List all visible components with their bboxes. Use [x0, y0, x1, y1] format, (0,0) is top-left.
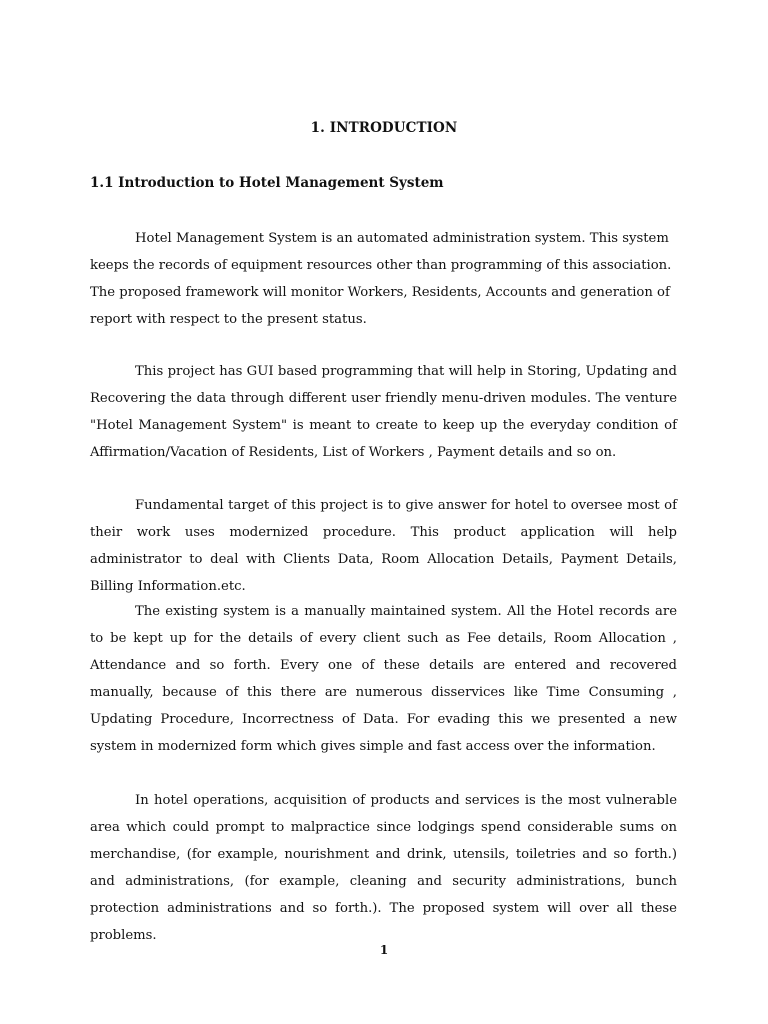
- paragraph-gui-modules: This project has GUI based programming that will help in Storing, Updating and Recovering the data through different user friendly menu-driven modules. The venture "Hotel Management System" is meant to create to keep up the everyday condition of Affirmation/Vacation of Residents, List of Workers , Payment details and so on.: [90, 364, 677, 460]
- page-number: 1: [379, 943, 389, 957]
- paragraph-existing-system: The existing system is a manually maintained system. All the Hotel records are to be kept up for the details of every client such as Fee details, Room Allocation , Attendance and so forth. Every one of these details are entered and recovered manually, because of this there are numerous disservices like Time Consuming , Updating Procedure, Incorrectness of Data. For evading this we presented a new system in modernized form which gives simple and fast access over the information.: [90, 604, 677, 754]
- paragraph-objective: Fundamental target of this project is to give answer for hotel to oversee most of their work uses modernized procedure. This product application will help administrator to deal with Clients Data, Room Allocation Details, Payment Details, Billing Information.etc.: [90, 498, 677, 594]
- paragraph-hotel-operations: In hotel operations, acquisition of products and services is the most vulnerable area which could prompt to malpractice since lodgings spend considerable sums on merchandise, (for example, nourishment and drink, utensils, toiletries and so forth.) and administrations, (for example, cleaning and security administrations, bunch protection administrations and so forth.). The proposed system will over all these problems.: [90, 793, 677, 943]
- chapter-title: 1. INTRODUCTION: [310, 120, 458, 136]
- section-heading: 1.1 Introduction to Hotel Management System: [90, 175, 444, 191]
- paragraph-overview: Hotel Management System is an automated administration system. This system keeps the records of equipment resources other than programming of this association. The proposed framework will monitor Workers, Residents, Accounts and generation of report with respect to the present status.: [90, 231, 672, 327]
